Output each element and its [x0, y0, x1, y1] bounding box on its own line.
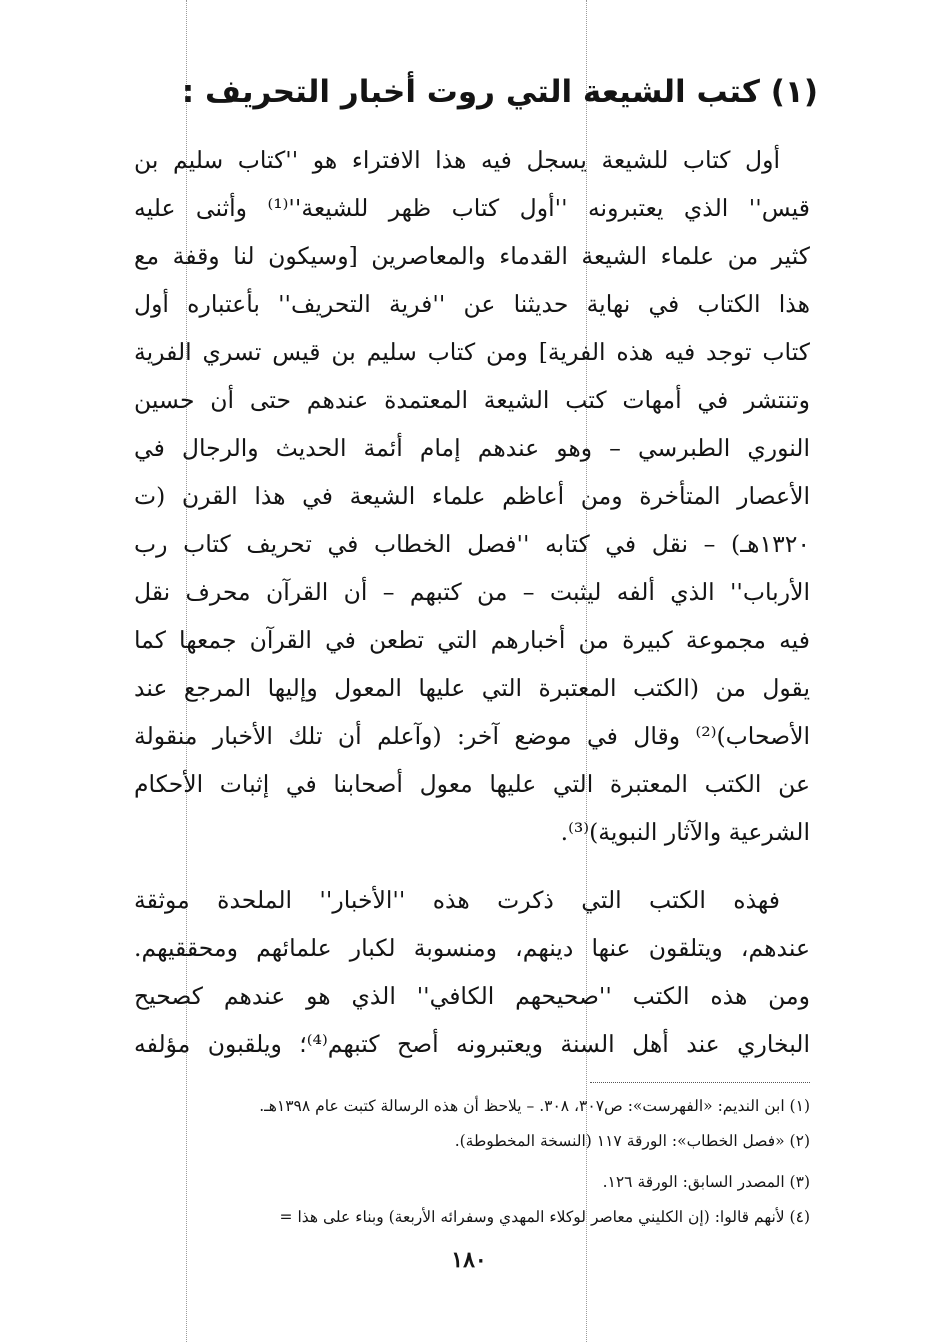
paragraph-line: كتاب توجد فيه هذه الفرية] ومن كتاب سليم بن قيس تسري الفرية [134, 338, 810, 366]
paragraph-line: فهذه الكتب التي ذكرت هذه ''الأخبار'' الملحدة موثقة [134, 886, 780, 914]
paragraph-line: هذا الكتاب في نهاية حديثنا عن ''فرية التحريف'' بأعتباره أول [134, 290, 810, 318]
paragraph-line: عن الكتب المعتبرة التي عليها معول أصحابنا في إثبات الأحكام [134, 770, 810, 798]
paragraph-line: الشرعية والآثار النبوية)⁽³⁾. [560, 818, 810, 846]
footnote-separator [590, 1082, 810, 1083]
paragraph-line: ومن هذه الكتب ''صحيحهم الكافي'' الذي هو عندهم كصحيح [134, 982, 810, 1010]
footnote: (١) ابن النديم: «الفهرست»: ص٣٠٧، ٣٠٨. – يلاحظ أن هذه الرسالة كتبت عام ١٣٩٨هـ. [259, 1097, 810, 1115]
paragraph-line: النوري الطبرسي – وهو عندهم إمام أئمة الحديث والرجال في [134, 434, 810, 462]
section-title: (١) كتب الشيعة التي روت أخبار التحريف : [181, 74, 818, 110]
footnote: (٢) «فصل الخطاب»: الورقة ١١٧ (النسخة المخطوطة). [454, 1132, 810, 1150]
footnote: (٣) المصدر السابق: الورقة ١٢٦. [602, 1173, 810, 1191]
paragraph-line: البخاري عند أهل السنة ويعتبرونه أصح كتبهم⁽⁴⁾؛ ويلقبون مؤلفه [134, 1030, 810, 1058]
paragraph-line: الأعصار المتأخرة ومن أعاظم علماء الشيعة في هذا القرن (ت [134, 482, 810, 510]
paragraph-line: الأصحاب)⁽²⁾ وقال في موضع آخر: (وآعلم أن تلك الأخبار منقولة [134, 722, 810, 750]
paragraph-line: ١٣٢٠هـ) – نقل في كتابه ''فصل الخطاب في تحريف كتاب رب [134, 530, 810, 558]
paragraph-line: فيه مجموعة كبيرة من أخبارهم التي تطعن في القرآن جمعها كما [134, 626, 810, 654]
page-number: ١٨٠ [451, 1247, 487, 1273]
paragraph-line: قيس'' الذي يعتبرونه ''أول كتاب ظهر للشيعة''⁽¹⁾ وأثنى عليه [134, 194, 810, 222]
footnote: (٤) لأنهم قالوا: (إن الكليني معاصر لوكلاء المهدي وسفرائه الأربعة) وبناء على هذا = [279, 1208, 810, 1226]
paragraph-line: كثير من علماء الشيعة القدماء والمعاصرين [وسيكون لنا وقفة مع [134, 242, 810, 270]
paragraph-line: وتنتشر في أمهات كتب الشيعة المعتمدة عندهم حتى أن حسين [134, 386, 810, 414]
paragraph-line: أول كتاب للشيعة يسجل فيه هذا الافتراء هو ''كتاب سليم بن [134, 146, 780, 174]
paragraph-line: عندهم، ويتلقون عنها دينهم، ومنسوبة لكبار علمائهم ومحققيهم. [134, 934, 810, 962]
paragraph-line: الأرباب'' الذي ألفه ليثبت – من كتبهم – أن القرآن محرف نقل [134, 578, 810, 606]
paragraph-line: يقول من (الكتب المعتبرة التي عليها المعول وإليها المرجع عند [134, 674, 810, 702]
